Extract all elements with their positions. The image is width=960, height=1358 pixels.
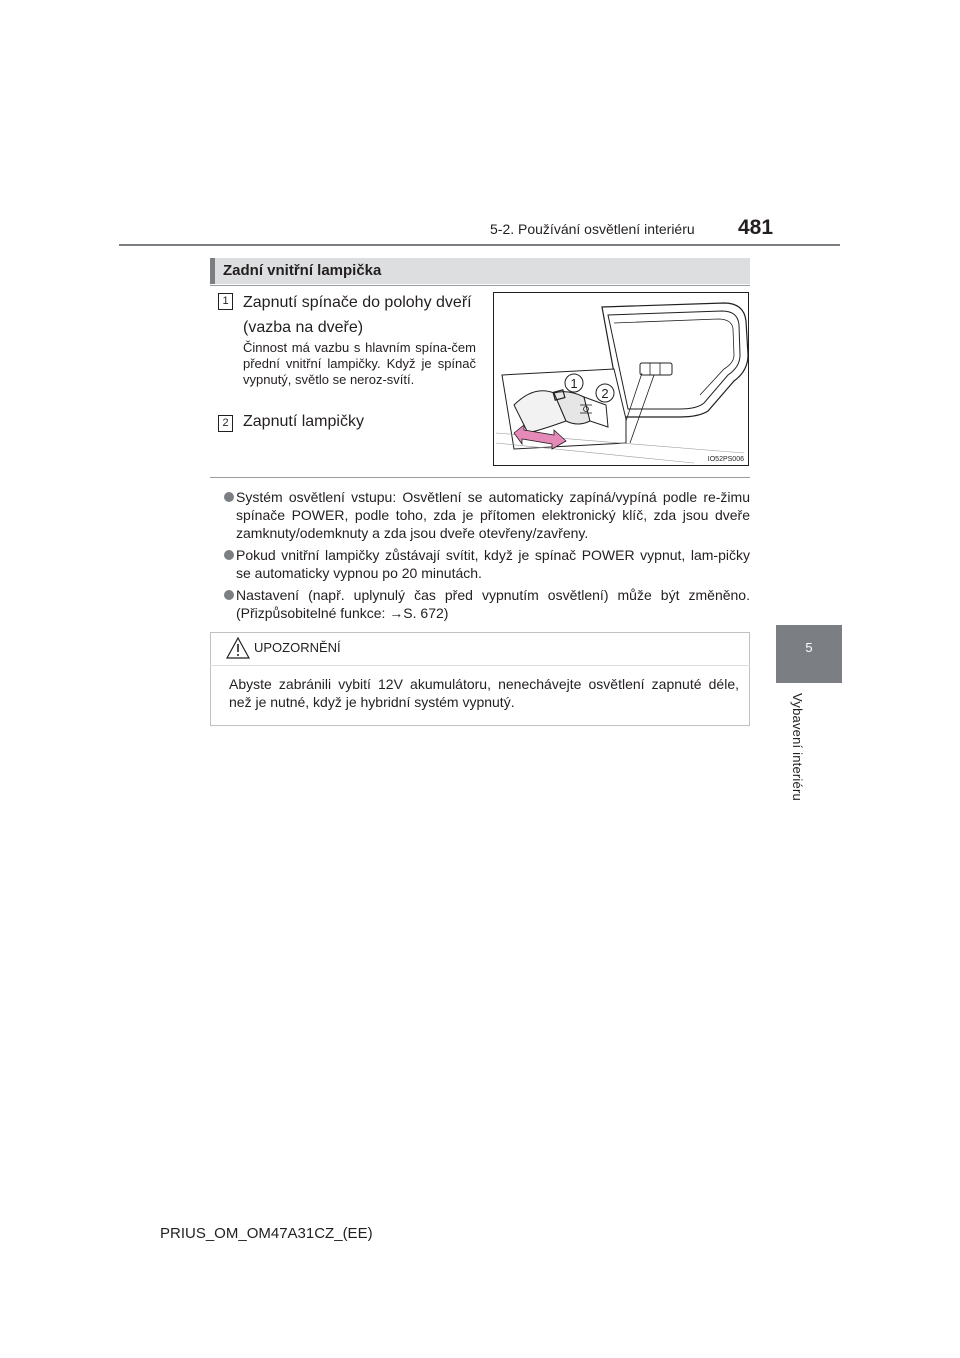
callout-1-label: 1 — [570, 376, 578, 391]
item-2-title: Zapnutí lampičky — [243, 413, 364, 430]
item-number-2: 2 — [218, 415, 233, 432]
lamp-switch-drawing — [494, 293, 749, 466]
warning-divider — [210, 665, 750, 666]
warning-title: UPOZORNĚNÍ — [254, 640, 341, 655]
section-separator — [210, 477, 750, 478]
section-underline — [210, 285, 750, 286]
page-number: 481 — [738, 216, 774, 239]
bullet-dot-icon — [224, 550, 234, 560]
warning-triangle-icon — [226, 637, 250, 664]
bullet-text: Systém osvětlení vstupu: Osvětlení se automaticky zapíná/vypíná podle re-žimu spínače POWER, podle toho, zda je přítomen elektronický klíč, zda jsou dveře zamknuty/odemknuty a zda jsou dveře otevřeny/zavřeny. — [236, 489, 750, 541]
header-section-title: 5-2. Používání osvětlení interiéru — [490, 221, 695, 237]
chapter-title: Vybavení interiéru — [790, 693, 805, 801]
bullet-text: Nastavení (např. uplynulý čas před vypnutím osvětlení) může být změněno. (Přizpůsobitelné funkce: →S. 672) — [236, 587, 750, 621]
item-number-1: 1 — [218, 293, 233, 310]
item-1-description: Činnost má vazbu s hlavním spína-čem přední vnitřní lampičky. Když je spínač vypnutý, světlo se neroz-svítí. — [243, 340, 476, 387]
document-code: PRIUS_OM_OM47A31CZ_(EE) — [160, 1225, 373, 1242]
rear-lamp-illustration — [493, 292, 749, 466]
bullet-text: Pokud vnitřní lampičky zůstávají svítit, když je spínač POWER vypnut, lam-pičky se automaticky vypnou po 20 minutách. — [236, 547, 750, 581]
item-1-title: Zapnutí spínače do polohy dveří (vazba na dveře) — [243, 294, 472, 336]
section-title: Zadní vnitřní lampička — [223, 262, 382, 279]
chapter-number: 5 — [805, 640, 813, 655]
callout-2-label: 2 — [601, 386, 609, 401]
warning-text: Abyste zabránili vybití 12V akumulátoru, nenechávejte osvětlení zapnuté déle, než je nutné, když je hybridní systém vypnutý. — [229, 676, 739, 710]
figure-code: IO52PS006 — [707, 456, 744, 463]
bullet-dot-icon — [224, 590, 234, 600]
header-rule — [119, 244, 840, 246]
bullet-dot-icon — [224, 492, 234, 502]
section-title-accent — [210, 258, 215, 284]
